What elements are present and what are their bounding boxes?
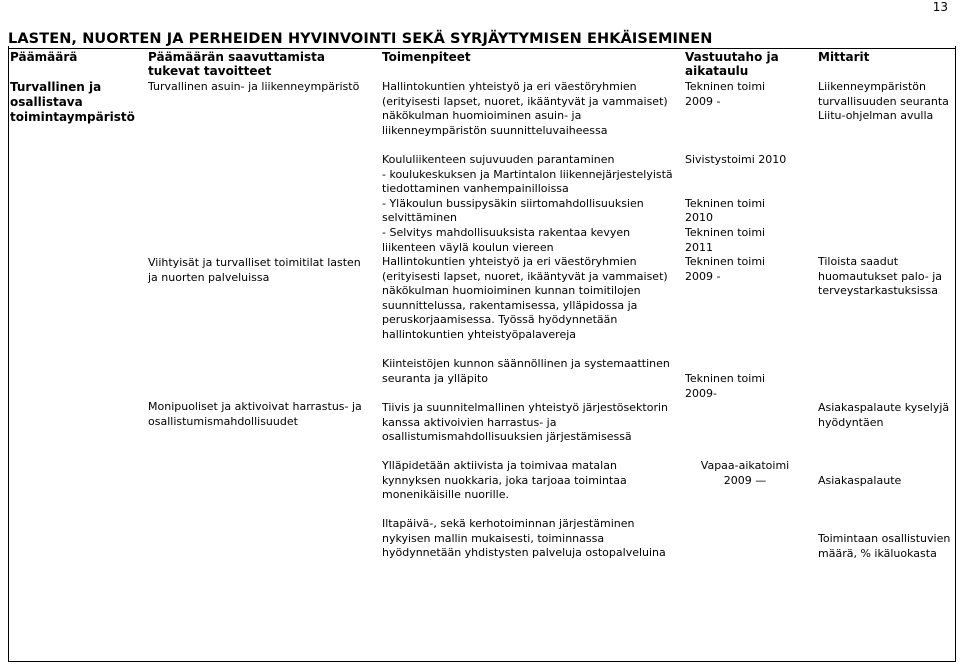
responsible-3: Tekninen toimi 2009 - [685,255,766,283]
objective-1: Turvallinen asuin- ja liikenneympäristö [148,80,360,93]
header-paamaara: Päämäärä [10,50,78,64]
objective-3: Monipuoliset ja aktivoivat harrastus- ja osallistumismahdollisuudet [148,400,362,428]
header-mittarit: Mittarit [818,50,870,64]
header-toimenpiteet: Toimenpiteet [382,50,471,64]
page-number: 13 [932,0,948,14]
responsible-1: Tekninen toimi 2009 - [685,80,766,108]
title-rule [8,48,956,49]
objective-2: Viihtyisät ja turvalliset toimitilat lasten ja nuorten palveluissa [148,256,361,284]
responsible-2: Sivistystoimi 2010 Tekninen toimi 2010 Tekninen toimi 2011 [685,153,787,254]
document-title: LASTEN, NUORTEN JA PERHEIDEN HYVINVOINTI SEKÄ SYRJÄYTYMISEN EHKÄISEMINEN [8,31,713,47]
indicator-6: Asiakaspalaute [818,474,902,487]
table-left-border [8,46,9,661]
responsible-4: Tekninen toimi 2009- [685,372,766,400]
responsible-5: Vapaa-aikatoimi 2009 — [700,459,790,487]
indicator-3: Tiloista saadut huomautukset palo- ja terveystarkastuksissa [818,255,943,298]
measure-1: Hallintokuntien yhteistyö ja eri väestöryhmien (erityisesti lapset, nuoret, ikääntyvät ja vammaiset) näkökulman huomioiminen asuin- ja liikenneympäristön suunnitteluvaiheessa [382,80,668,137]
table-right-border [955,46,956,661]
goal-text: Turvallinen ja osallistava toimintaympäristö [10,80,135,124]
measure-4: Kiinteistöjen kunnon säännöllinen ja systemaattinen seuranta ja ylläpito [382,357,670,385]
table-bottom-border [8,661,956,662]
header-vastuutaho: Vastuutaho ja aikataulu [685,50,779,78]
indicator-5: Asiakaspalaute kyselyjä hyödyntäen [818,401,950,429]
indicator-7: Toimintaan osallistuvien määrä, % ikäluokasta [818,532,951,560]
measure-5: Tiivis ja suunnitelmallinen yhteistyö järjestösektorin kanssa aktivoivien harrastus- ja osallistumismahdollisuuksien järjestämisessä [382,401,668,444]
measure-7: Iltapäivä-, sekä kerhotoiminnan järjestäminen nykyisen mallin mukaisesti, toiminnassa hyödynnetään yhdistysten palveluja ostopalveluina [382,517,666,560]
measure-2: Koululiikenteen sujuvuuden parantaminen - koulukeskuksen ja Martintalon liikennejärjestelyistä tiedottaminen vanhempainilloissa - Yläkoulun bussipysäkin siirtomahdollisuuksien selvittäminen - Selvitys mahdollisuuksista rakentaa kevyen liikenteen väylä koulun viereen [382,153,673,254]
measure-6: Ylläpidetään aktiivista ja toimivaa matalan kynnyksen nuokkaria, joka tarjoaa toimintaa monenikäisille nuorille. [382,459,627,502]
header-tavoitteet: Päämäärän saavuttamista tukevat tavoitteet [148,50,325,78]
measure-3: Hallintokuntien yhteistyö ja eri väestöryhmien (erityisesti lapset, nuoret, ikääntyvät ja vammaiset) näkökulman huomioiminen kunnan toimitilojen suunnittelussa, rakentamisessa, ylläpidossa ja peruskorjaamisessa. Työssä hyödynnetään hallintokuntien yhteistyöpalavereja [382,255,668,341]
indicator-1: Liikenneympäristön turvallisuuden seuranta Liitu-ohjelman avulla [818,80,949,123]
